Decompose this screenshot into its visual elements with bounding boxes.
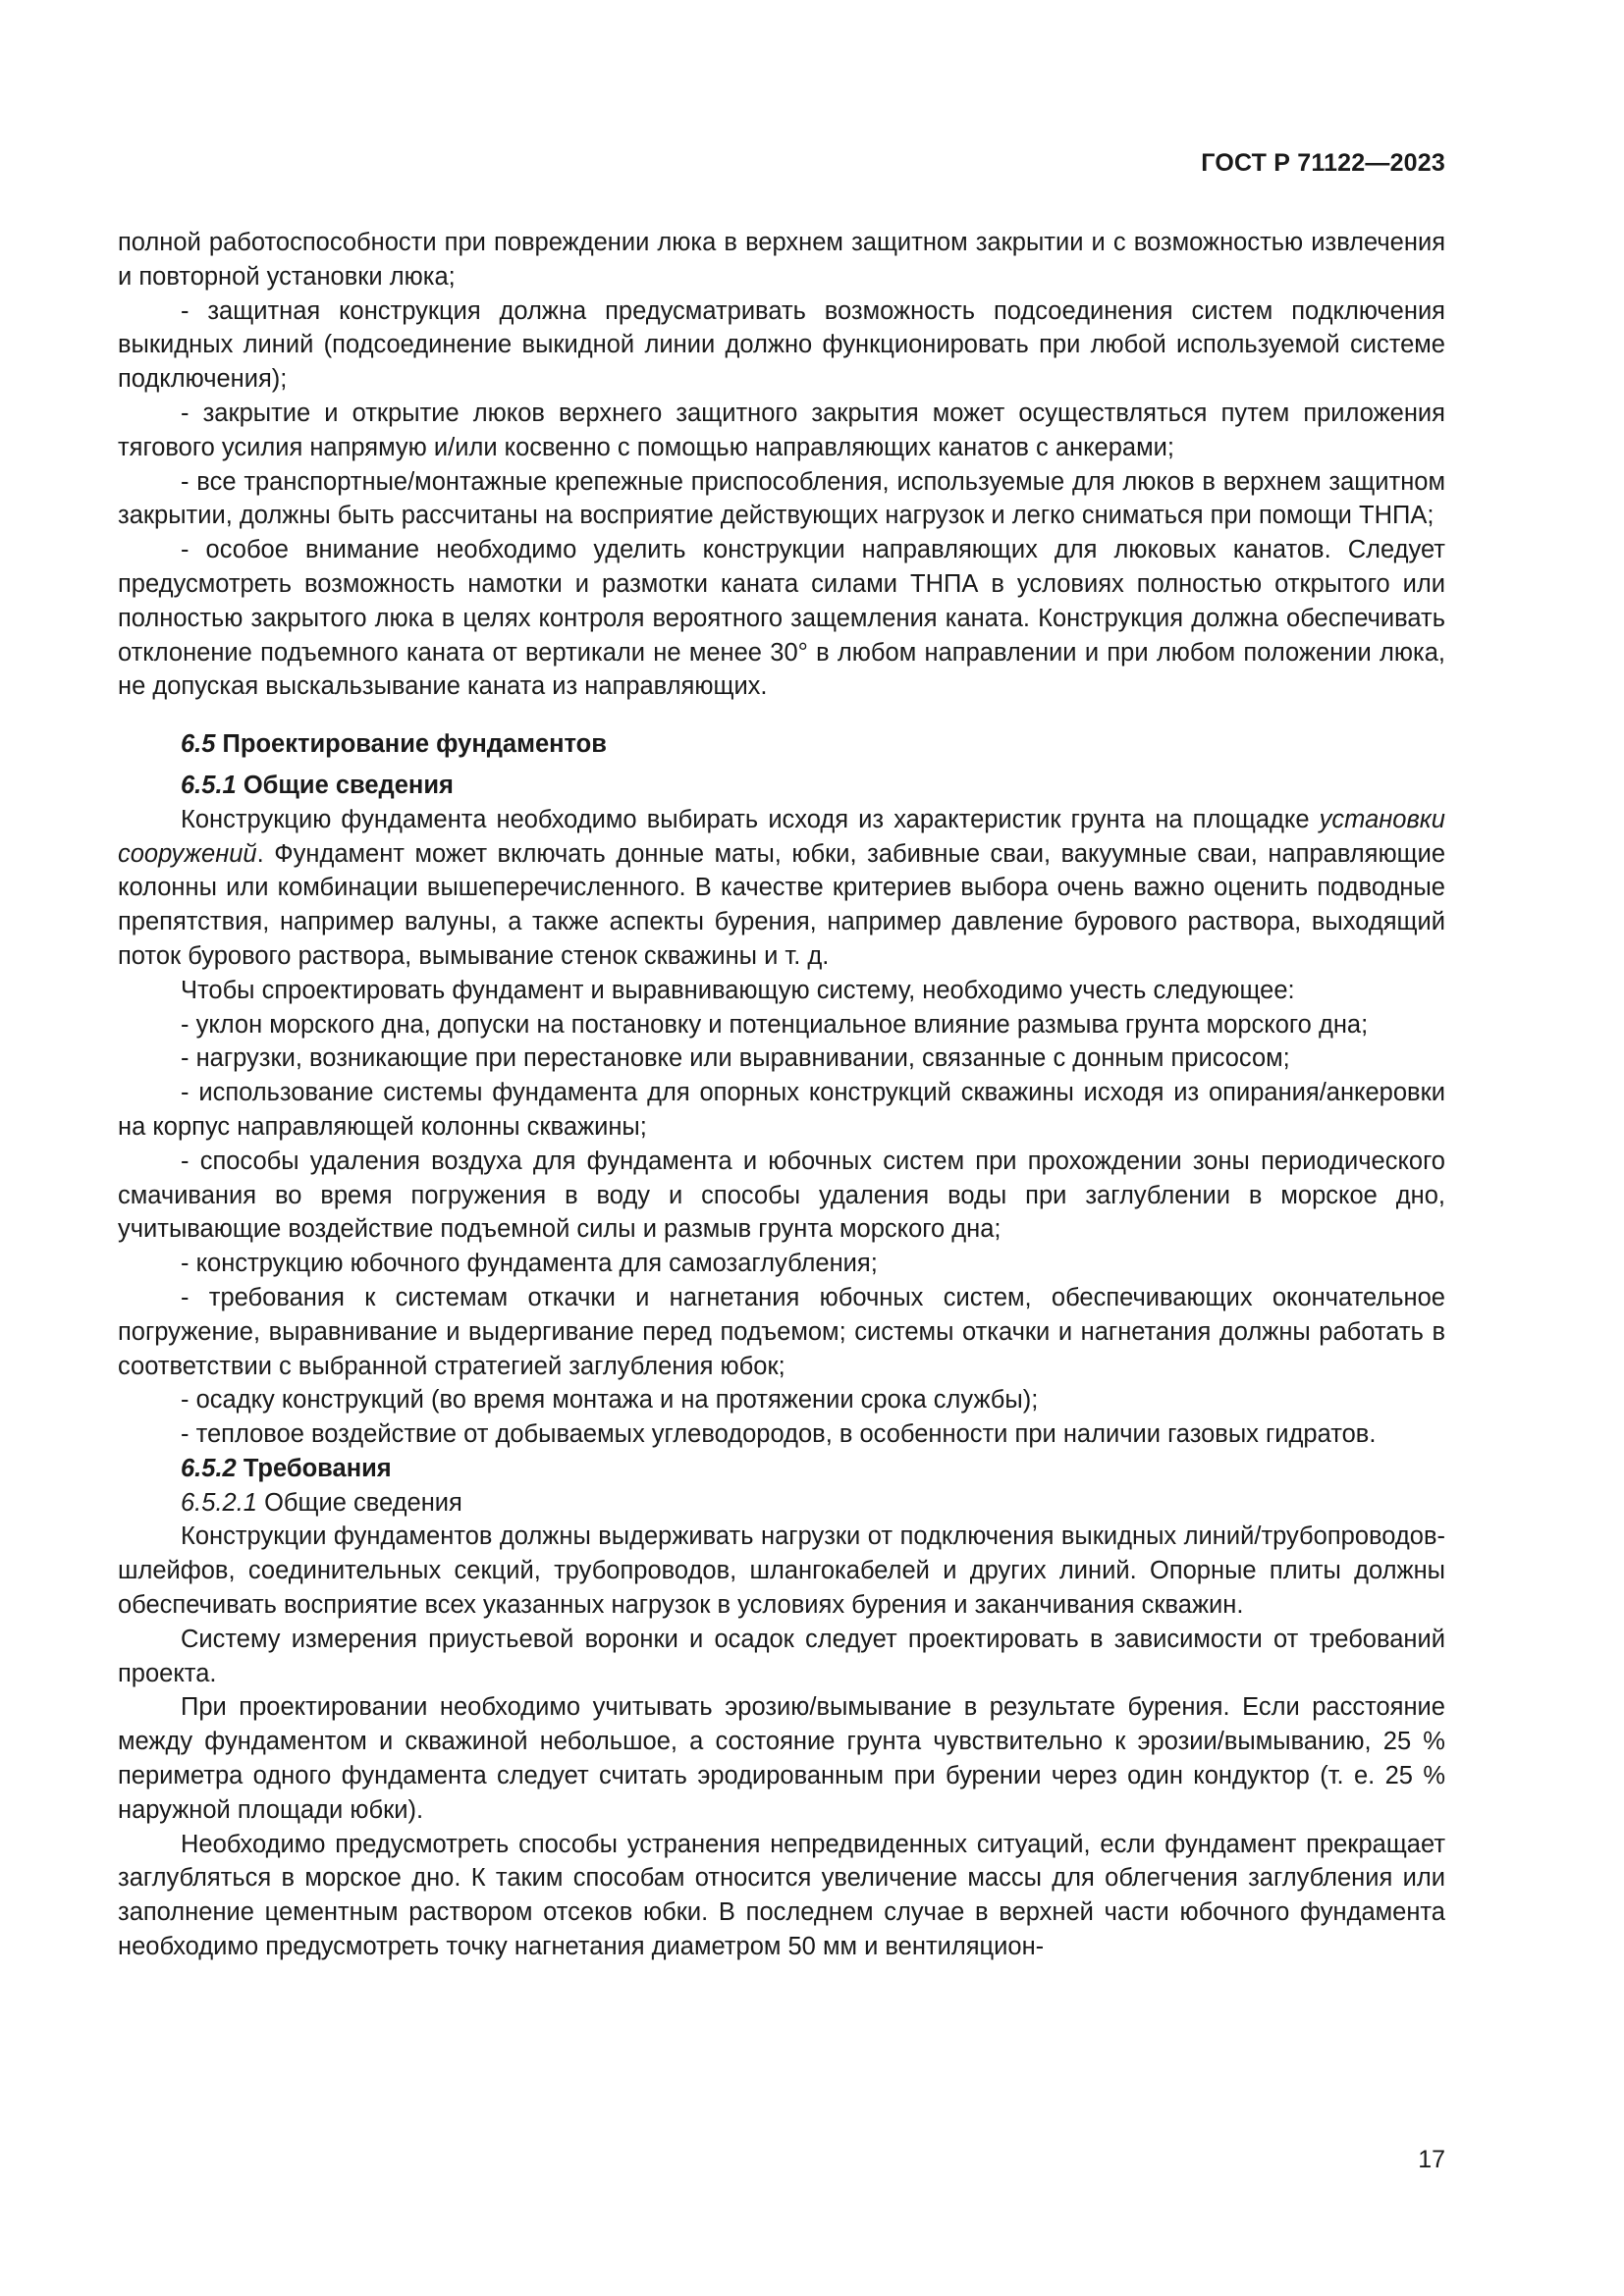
section-title: Требования bbox=[243, 1454, 392, 1482]
paragraph: При проектировании необходимо учитывать эрозию/вымывание в результате бурения. Если расстояние между фундаментом и скважиной небольшое, а состояние грунта чувствительно к эрозии/вымыванию, 25 % периметра одного фундамента следует считать эродированным при бурении через один кондуктор (т. е. 25 % наружной площади юбки). bbox=[118, 1693, 1445, 1824]
list-item: - уклон морского дна, допуски на постановку и потенциальное влияние размыва грунта морского дна; bbox=[181, 1010, 1369, 1039]
paragraph: Систему измерения приустьевой воронки и осадок следует проектировать в зависимости от требований проекта. bbox=[118, 1625, 1445, 1687]
section-heading-6-5 bbox=[118, 727, 1445, 762]
section-number: 6.5.1 bbox=[181, 771, 237, 799]
paragraph-continuation: полной работоспособности при повреждении люка в верхнем защитном закрытии и с возможностью извлечения и повторной установки люка; bbox=[118, 229, 1445, 291]
list-item: - требования к системам откачки и нагнетания юбочных систем, обеспечивающих окончательное погружение, выравнивание и выдергивание перед подъемом; системы откачки и нагнетания должны работать в соответствии с выбранной стратегией заглубления юбок; bbox=[118, 1283, 1445, 1380]
section-number: 6.5.2.1 bbox=[181, 1488, 257, 1517]
list-item: - все транспортные/монтажные крепежные приспособления, используемые для люков в верхнем защитном закрытии, должны быть рассчитаны на восприятие действующих нагрузок и легко сниматься при помощи ТНПА; bbox=[118, 467, 1445, 530]
list-item: - тепловое воздействие от добываемых углеводородов, в особенности при наличии газовых гидратов. bbox=[181, 1420, 1377, 1449]
section-title: Общие сведения bbox=[243, 771, 454, 799]
paragraph-text: . Фундамент может включать донные маты, юбки, забивные сваи, вакуумные сваи, направляющие колонны или комбинации вышеперечисленного. В качестве критериев выбора очень важно оценить подводные препятствия, например валуны, а также аспекты бурения, например давление бурового раствора, выходящий поток бурового раствора, вымывание стенок скважины и т. д. bbox=[118, 839, 1445, 970]
list-item: - защитная конструкция должна предусматривать возможность подсоединения систем подключения выкидных линий (подсоединение выкидной линии должно функционировать при любой используемой системе подключения); bbox=[118, 296, 1445, 394]
list-item: - осадку конструкций (во время монтажа и на протяжении срока службы); bbox=[181, 1386, 1039, 1415]
section-title: Проектирование фундаментов bbox=[222, 730, 607, 759]
list-item: - конструкцию юбочного фундамента для самозаглубления; bbox=[181, 1250, 878, 1278]
subsection-heading-6-5-2-1 bbox=[118, 1486, 1445, 1521]
section-heading-6-5-2 bbox=[118, 1452, 1445, 1486]
paragraph: Конструкции фундаментов должны выдерживать нагрузки от подключения выкидных линий/трубопроводов-шлейфов, соединительных секций, трубопроводов, шлангокабелей и других линий. Опорные плиты должны обеспечивать восприятие всех указанных нагрузок в условиях бурения и заканчивания скважин. bbox=[118, 1522, 1445, 1620]
section-number: 6.5.2 bbox=[181, 1454, 237, 1482]
list-item: - способы удаления воздуха для фундамента и юбочных систем при прохождении зоны периодического смачивания во время погружения в воду и способы удаления воды при заглублении в морское дно, учитывающие воздействие подъемной силы и размыв грунта морского дна; bbox=[118, 1147, 1445, 1244]
page-number: 17 bbox=[1418, 2146, 1445, 2173]
list-item: - закрытие и открытие люков верхнего защитного закрытия может осуществляться путем приложения тягового усилия напрямую и/или косвенно с помощью направляющих канатов с анкерами; bbox=[118, 399, 1445, 461]
paragraph-text: Конструкцию фундамента необходимо выбирать исходя из характеристик грунта на площадке bbox=[181, 805, 1320, 833]
paragraph: Необходимо предусмотреть способы устранения непредвиденных ситуаций, если фундамент прекращает заглубляться в морское дно. К таким способам относится увеличение массы для облегчения заглубления или заполнение цементным раствором отсеков юбки. В последнем случае в верхней части юбочного фундамента необходимо предусмотреть точку нагнетания диаметром 50 мм и вентиляцион- bbox=[118, 1830, 1445, 1961]
list-item: - использование системы фундамента для опорных конструкций скважины исходя из опирания/анкеровки на корпус направляющей колонны скважины; bbox=[118, 1079, 1445, 1141]
paragraph: Чтобы спроектировать фундамент и выравнивающую систему, необходимо учесть следующее: bbox=[181, 976, 1295, 1004]
section-title: Общие сведения bbox=[264, 1488, 462, 1517]
page-body bbox=[118, 226, 1445, 1964]
section-number: 6.5 bbox=[181, 730, 216, 759]
section-heading-6-5-1 bbox=[118, 769, 1445, 803]
paragraph bbox=[118, 803, 1445, 974]
document-code-header: ГОСТ Р 71122—2023 bbox=[1201, 149, 1445, 177]
list-item: - особое внимание необходимо уделить конструкции направляющих для люковых канатов. Следует предусмотреть возможность намотки и размотки каната силами ТНПА в условиях полностью открытого или полностью закрытого люка в целях контроля вероятного защемления каната. Конструкция должна обеспечивать отклонение подъемного каната от вертикали не менее 30° в любом направлении и при любом положении люка, не допуская выскальзывание каната из направляющих. bbox=[118, 536, 1445, 701]
paragraph-italic-text: установки сооружений bbox=[118, 805, 1445, 868]
list-item: - нагрузки, возникающие при перестановке или выравнивании, связанные с донным присосом; bbox=[181, 1044, 1290, 1073]
